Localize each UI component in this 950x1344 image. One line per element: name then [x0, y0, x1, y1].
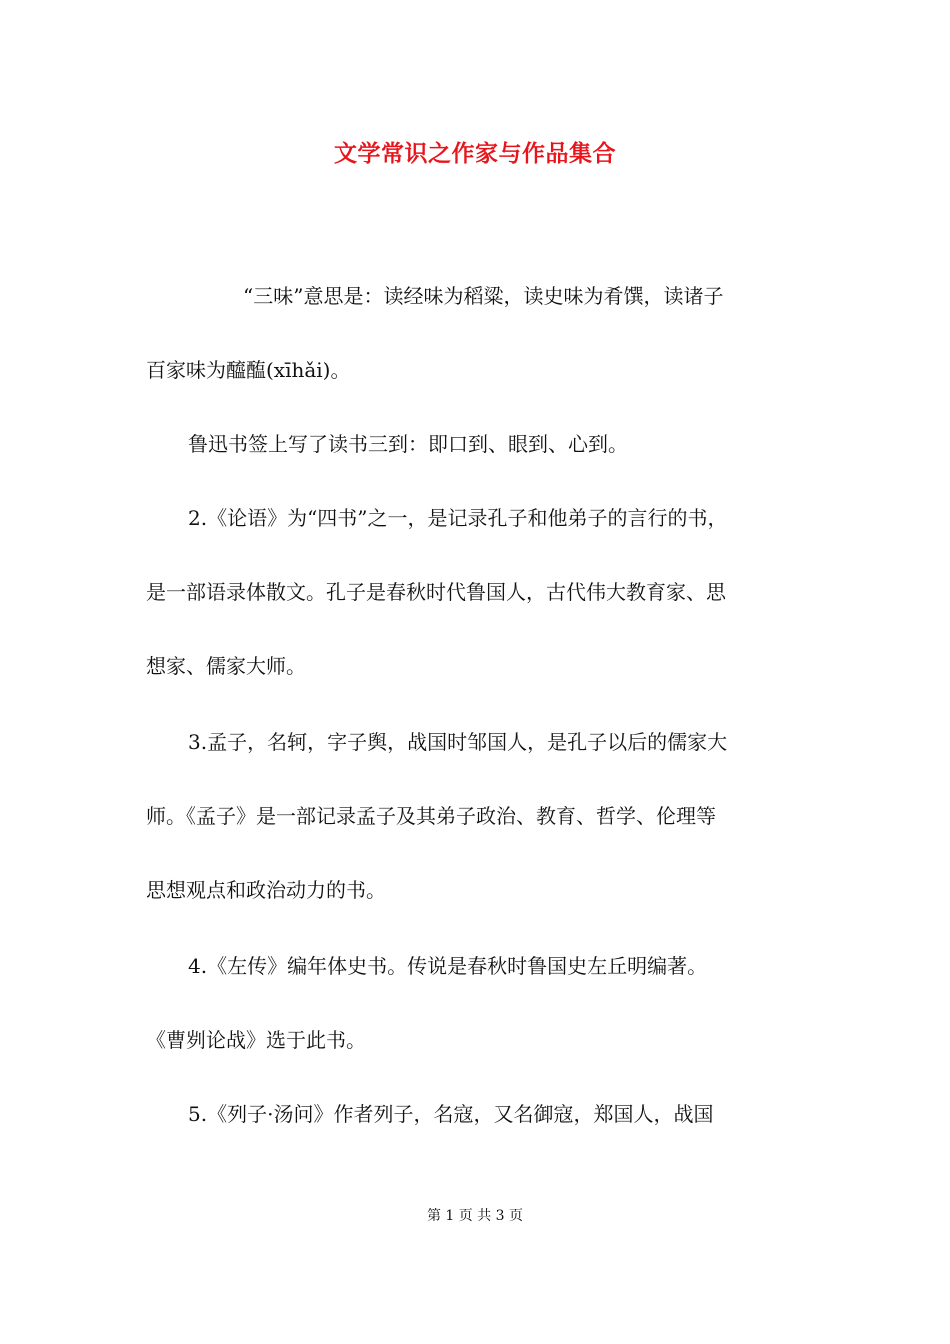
document-title: 文学常识之作家与作品集合	[334, 140, 616, 167]
text-line: 2.《论语》为“四书”之一，是记录孔子和他弟子的言行的书，	[188, 506, 728, 530]
page-number: 第 1 页 共 3 页	[426, 1208, 524, 1224]
text-line: 5.《列子·汤问》作者列子，名寇，又名御寇，郑国人，战国	[188, 1102, 714, 1126]
text-line: 百家味为醯醢(xīhǎi)。	[146, 358, 351, 382]
text-line: 是一部语录体散文。孔子是春秋时代鲁国人，古代伟大教育家、思	[146, 580, 726, 604]
text-line: 思想观点和政治动力的书。	[146, 878, 386, 902]
text-line: “三味”意思是：读经味为稻粱，读史味为肴馔，读诸子	[243, 284, 724, 308]
text-line: 想家、儒家大师。	[146, 654, 306, 678]
text-line: 《曹刿论战》选于此书。	[146, 1028, 366, 1052]
text-line: 3.孟子，名轲，字子舆，战国时邹国人，是孔子以后的儒家大	[188, 730, 728, 754]
text-line: 师。《孟子》是一部记录孟子及其弟子政治、教育、哲学、伦理等	[146, 804, 716, 828]
text-line: 4.《左传》编年体史书。传说是春秋时鲁国史左丘明编著。	[188, 954, 708, 978]
text-line: 鲁迅书签上写了读书三到：即口到、眼到、心到。	[188, 432, 628, 456]
